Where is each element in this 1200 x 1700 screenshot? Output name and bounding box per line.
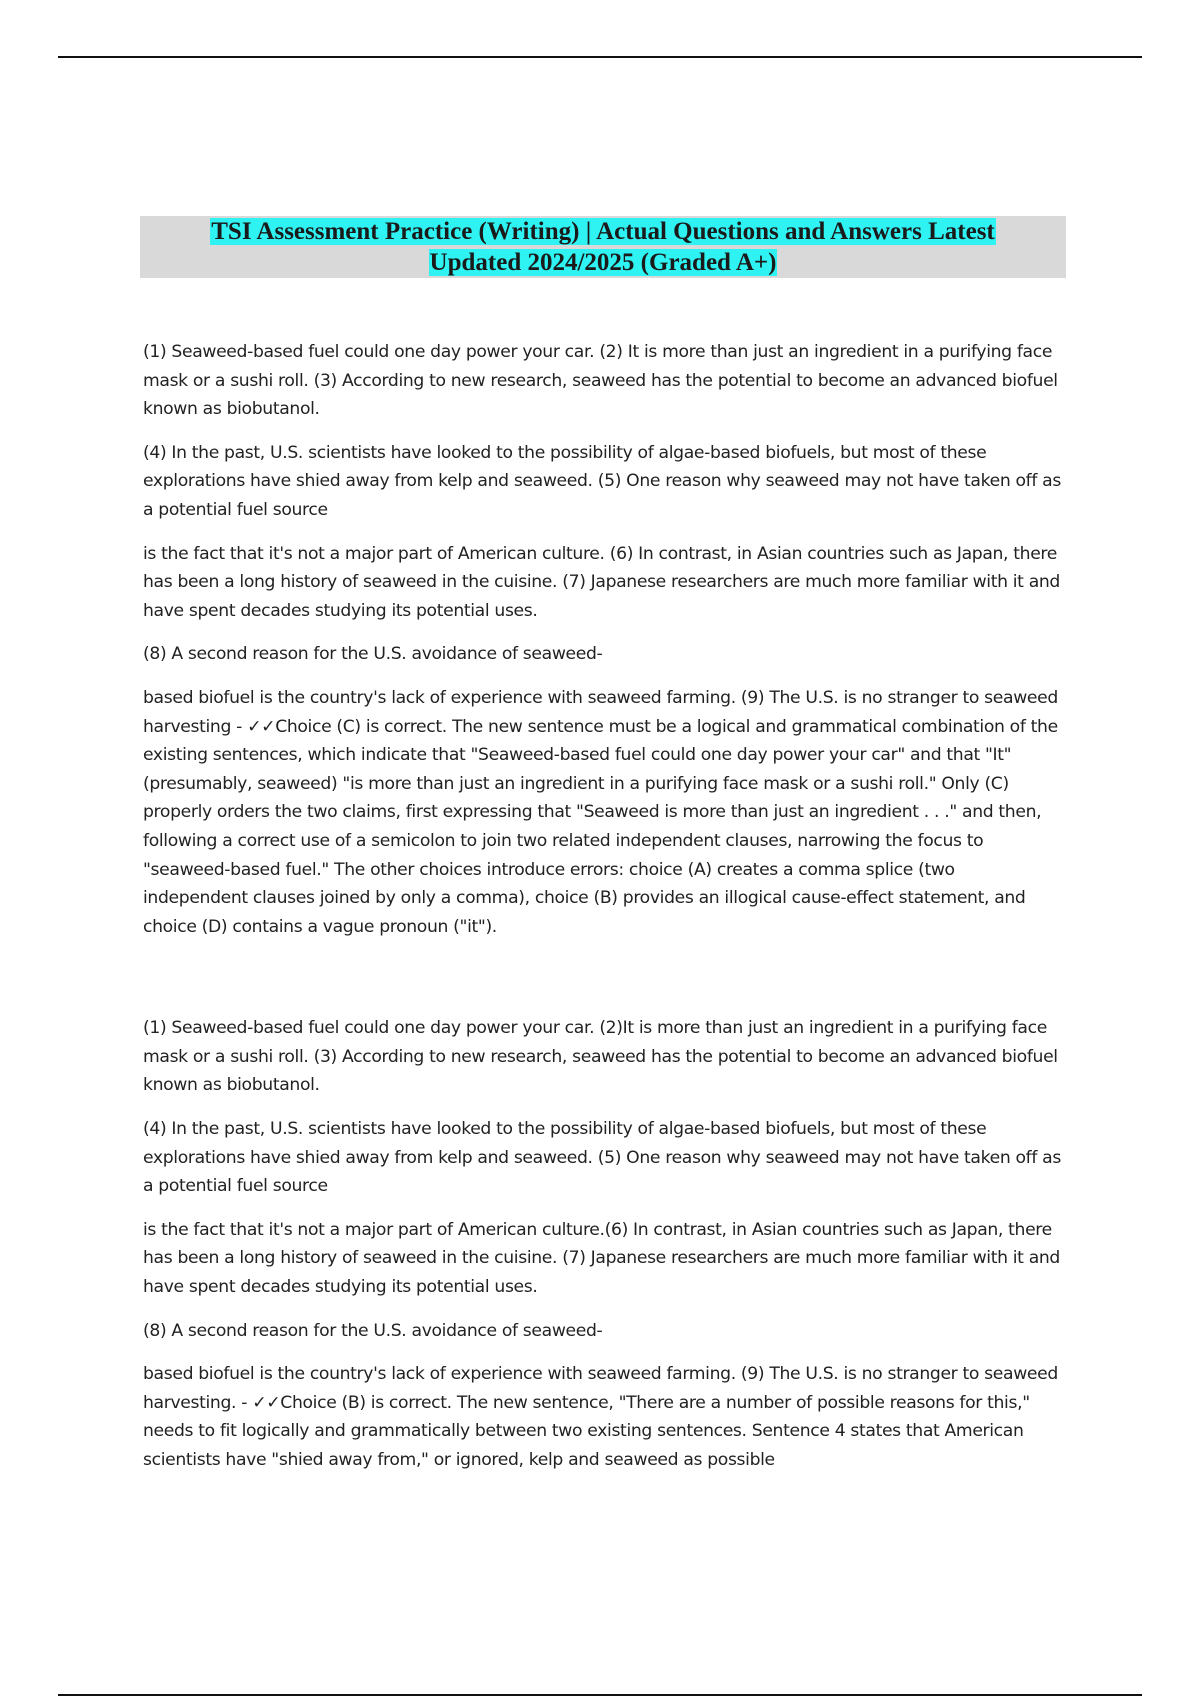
title-line-1: TSI Assessment Practice (Writing) | Actual Questions and Answers Latest xyxy=(211,218,995,245)
q2-paragraph-4: (8) A second reason for the U.S. avoidance of seaweed- xyxy=(143,1320,603,1341)
q1-paragraph-3: is the fact that it's not a major part of American culture. (6) In contrast, in Asian countries such as Japan, there has been a long history of seaweed in the cuisine. (7) Japanese researchers are much more familiar with it and have spent decades studying its potential uses. xyxy=(143,543,1060,621)
question-block-2 xyxy=(143,1014,1063,1474)
title-line-2: Updated 2024/2025 (Graded A+) xyxy=(429,249,777,276)
q2-paragraph-1: (1) Seaweed-based fuel could one day power your car. (2)It is more than just an ingredient in a purifying face mask or a sushi roll. (3) According to new research, seaweed has the potential to become an advanced biofuel known as biobutanol. xyxy=(143,1018,1058,1096)
question-block-1 xyxy=(143,338,1063,941)
bottom-rule xyxy=(58,1694,1142,1696)
top-rule xyxy=(58,56,1142,58)
q1-paragraph-2: (4) In the past, U.S. scientists have looked to the possibility of algae-based biofuels, but most of these explorations have shied away from kelp and seaweed. (5) One reason why seaweed may not have taken off as a potential fuel source xyxy=(143,442,1061,520)
q1-answer-paragraph: based biofuel is the country's lack of experience with seaweed farming. (9) The U.S. is no stranger to seaweed harvesting - ✓✓Choice (C) is correct. The new sentence must be a logical and grammatical combination of the existing sentences, which indicate that "Seaweed-based fuel could one day power your car" and that "It" (presumably, seaweed) "is more than just an ingredient in a purifying face mask or a sushi roll." Only (C) properly orders the two claims, first expressing that "Seaweed is more than just an ingredient . . ." and then, following a correct use of a semicolon to join two related independent clauses, narrowing the focus to "seaweed-based fuel." The other choices introduce errors: choice (A) creates a comma splice (two independent clauses joined by only a comma), choice (B) provides an illogical cause-effect statement, and choice (D) contains a vague pronoun ("it"). xyxy=(143,687,1058,937)
q2-paragraph-3: is the fact that it's not a major part of American culture.(6) In contrast, in Asian countries such as Japan, there has been a long history of seaweed in the cuisine. (7) Japanese researchers are much more familiar with it and have spent decades studying its potential uses. xyxy=(143,1219,1060,1298)
q2-answer-paragraph: based biofuel is the country's lack of experience with seaweed farming. (9) The U.S. is no stranger to seaweed harvesting. - ✓✓Choice (B) is correct. The new sentence, "There are a number of possible reasons for this," needs to fit logically and grammatically between two existing sentences. Sentence 4 states that American scientists have "shied away from," or ignored, kelp and seaweed as possible xyxy=(143,1364,1058,1470)
q2-paragraph-2: (4) In the past, U.S. scientists have looked to the possibility of algae-based biofuels, but most of these explorations have shied away from kelp and seaweed. (5) One reason why seaweed may not have taken off as a potential fuel source xyxy=(143,1119,1061,1197)
section-gap xyxy=(143,956,1063,1014)
document-title xyxy=(140,216,1066,278)
q1-paragraph-4: (8) A second reason for the U.S. avoidance of seaweed- xyxy=(143,644,603,665)
document-body xyxy=(143,338,1063,1490)
q1-paragraph-1: (1) Seaweed-based fuel could one day power your car. (2) It is more than just an ingredient in a purifying face mask or a sushi roll. (3) According to new research, seaweed has the potential to become an advanced biofuel known as biobutanol. xyxy=(143,342,1058,420)
